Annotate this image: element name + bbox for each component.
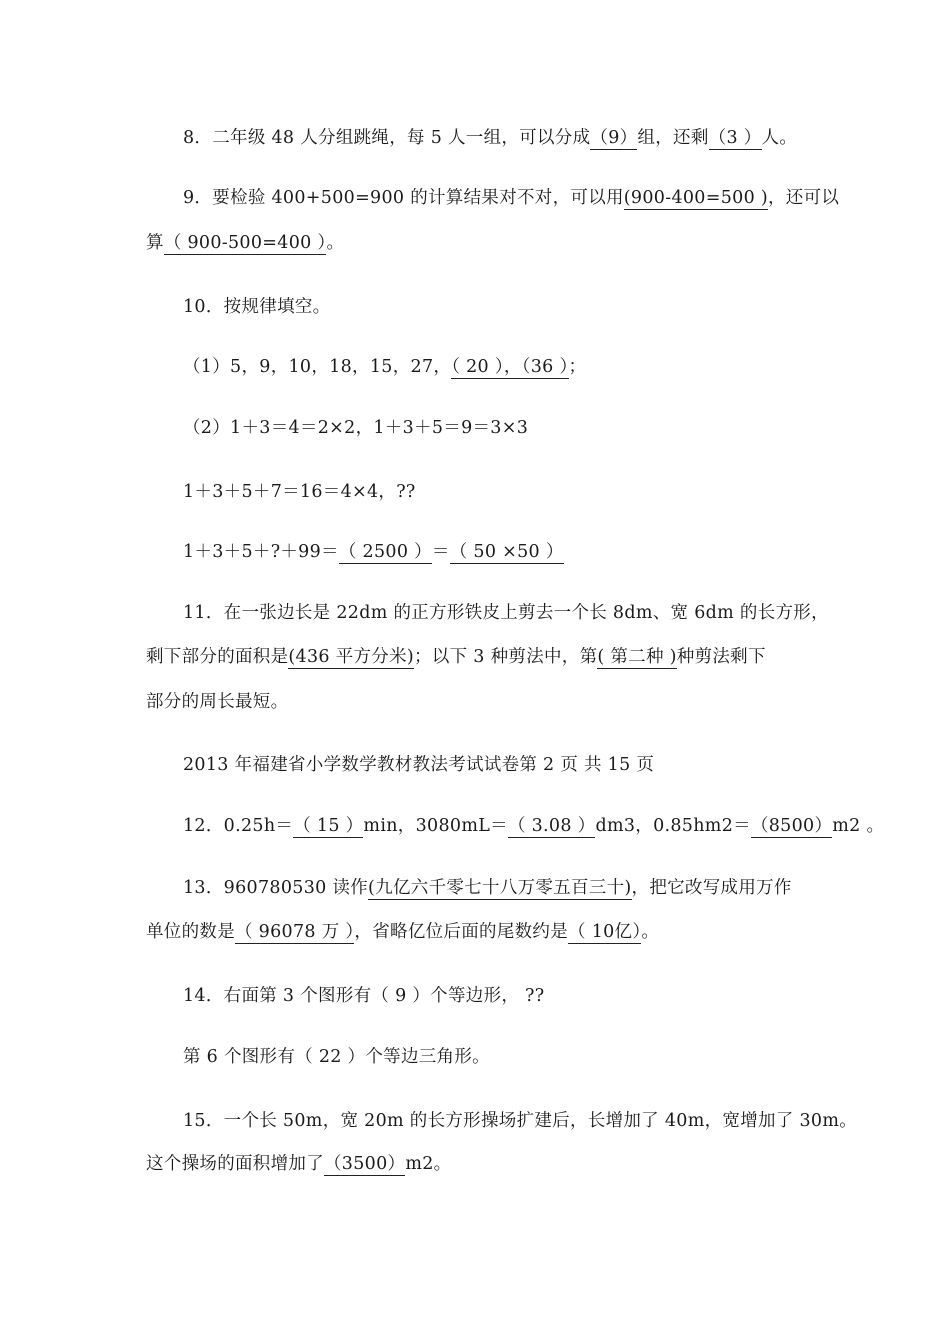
q9-end-2: 。 xyxy=(326,233,345,253)
q13-answer-2: （ 96078 万 ） xyxy=(235,922,355,942)
question-10-part-2: （2）1＋3＝4＝2×2，1＋3＋5＝9＝3×3 xyxy=(183,418,529,438)
q12-end: m2 。 xyxy=(832,816,885,836)
q11-mid: ；以下 3 种剪法中，第 xyxy=(414,647,598,667)
question-15-line-2 xyxy=(146,1152,451,1176)
q10-p4-mid: ＝ xyxy=(431,542,450,562)
q9-answer-1: (900-400=500 ) xyxy=(623,188,768,208)
q9-answer-2: （ 900-500=400 ） xyxy=(163,233,327,253)
question-10-title: 10．按规律填空。 xyxy=(183,297,331,317)
q12-answer-1: （ 15 ） xyxy=(293,816,364,836)
question-12 xyxy=(183,814,884,838)
question-10-part-4 xyxy=(183,540,564,564)
q8-end: 人。 xyxy=(761,128,798,148)
q12-answer-3: （8500） xyxy=(750,816,833,836)
question-10-part-1 xyxy=(183,355,586,379)
q11-end: 种剪法剩下 xyxy=(676,647,766,667)
question-9-line-2 xyxy=(146,231,344,255)
q9-text-2: 算 xyxy=(146,233,164,253)
q10-p4-answer-1: （ 2500 ） xyxy=(338,542,432,562)
question-9-line-1 xyxy=(183,186,839,210)
q15-answer: （3500） xyxy=(324,1154,406,1174)
q9-text: 9．要检验 400+500=900 的计算结果对不对，可以用 xyxy=(183,188,624,208)
question-8 xyxy=(183,126,797,150)
q11-answer-2: ( 第二种 ) xyxy=(597,647,677,667)
question-14-line-2: 第 6 个图形有（ 22 ）个等边三角形。 xyxy=(183,1047,490,1067)
q11-text-2: 剩下部分的面积是 xyxy=(146,647,289,667)
q8-mid: 组，还剩 xyxy=(637,128,709,148)
q12-answer-2: （ 3.08 ） xyxy=(507,816,596,836)
q13-end-2: 。 xyxy=(641,922,660,942)
question-13-line-2 xyxy=(146,920,659,944)
q12-text-3: dm3，0.85hm2＝ xyxy=(595,816,751,836)
q12-text: 12．0.25h＝ xyxy=(183,816,294,836)
q8-answer-2: （3 ） xyxy=(708,128,762,148)
question-14-line-1: 14．右面第 3 个图形有（ 9 ）个等边形， ?? xyxy=(183,986,545,1006)
q8-answer-1: （9） xyxy=(590,128,638,148)
q13-text: 13．960780530 读作 xyxy=(183,878,369,898)
q10-p4-answer-2: （ 50 ×50 ） xyxy=(449,542,564,562)
question-11-line-1: 11．在一张边长是 22dm 的正方形铁皮上剪去一个长 8dm、宽 6dm 的长方形， xyxy=(183,603,829,623)
q15-text-2: 这个操场的面积增加了 xyxy=(146,1154,324,1174)
question-10-part-3: 1＋3＋5＋7＝16＝4×4，?? xyxy=(183,482,416,502)
q11-answer-1: (436 平方分米) xyxy=(288,647,415,667)
q10-p1-text: （1）5，9，10，18，15，27， xyxy=(183,357,452,377)
q13-mid: ，省略亿位后面的尾数约是 xyxy=(354,922,569,942)
q8-text: 8．二年级 48 人分组跳绳，每 5 人一组，可以分成 xyxy=(183,128,591,148)
q13-text-2: 单位的数是 xyxy=(146,922,235,942)
q10-p4-text: 1＋3＋5＋?＋99＝ xyxy=(183,542,339,562)
q15-end: m2。 xyxy=(405,1154,452,1174)
q9-end-1: ，还可以 xyxy=(768,188,840,208)
q10-p1-end: ； xyxy=(568,357,587,377)
q13-answer-3: （ 10亿） xyxy=(568,922,642,942)
page-footer: 2013 年福建省小学数学教材教法考试试卷第 2 页 共 15 页 xyxy=(183,755,655,775)
q13-answer-1: (九亿六千零七十八万零五百三十) xyxy=(368,878,632,898)
question-13-line-1 xyxy=(183,876,792,900)
question-11-line-3: 部分的周长最短。 xyxy=(146,692,289,712)
q12-text-2: min，3080mL＝ xyxy=(363,816,508,836)
question-15-line-1: 15．一个长 50m，宽 20m 的长方形操场扩建后，长增加了 40m，宽增加了 30m。 xyxy=(183,1111,858,1131)
q13-end-1: ，把它改写成用万作 xyxy=(631,878,792,898)
q10-p1-answer: （ 20 ），（36 ） xyxy=(451,357,569,377)
question-11-line-2 xyxy=(146,645,766,669)
